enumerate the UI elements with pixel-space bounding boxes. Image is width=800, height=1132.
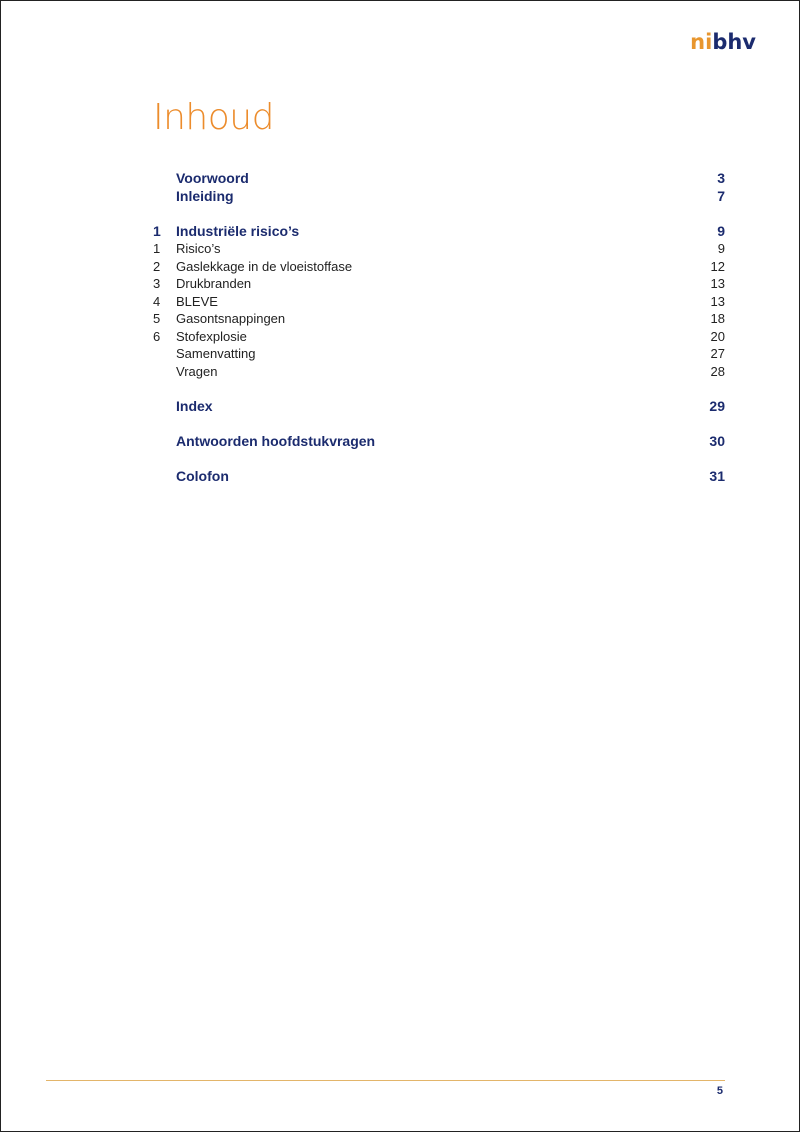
- logo-part-ni: ni: [690, 30, 713, 54]
- logo-part-bhv: bhv: [712, 30, 756, 54]
- toc-entry-number: 5: [153, 311, 161, 326]
- toc-entry[interactable]: [153, 345, 725, 363]
- toc-entry-page: 30: [709, 432, 725, 449]
- toc-entry-label: Industriële risico’s: [176, 222, 300, 239]
- page-title: Inhoud: [153, 97, 274, 138]
- toc-entry-label: Antwoorden hoofdstukvragen: [176, 432, 376, 449]
- toc-entry[interactable]: [153, 293, 725, 311]
- toc-entry-number: 6: [153, 328, 161, 344]
- toc-entry-number: 4: [153, 293, 161, 309]
- toc-entry-label: Samenvatting: [176, 346, 256, 361]
- toc-entry[interactable]: [153, 468, 725, 486]
- toc-entry[interactable]: [153, 328, 725, 346]
- toc-entry-number: 2: [153, 258, 161, 274]
- toc-entry[interactable]: [153, 398, 725, 416]
- toc-entry-page: 9: [717, 241, 725, 256]
- toc-entry-label: Gasontsnappingen: [176, 311, 286, 326]
- toc-entry-label: Voorwoord: [176, 170, 249, 186]
- toc-entry-page: 12: [710, 258, 725, 274]
- toc-entry-label: Drukbranden: [176, 276, 252, 291]
- toc-entry-page: 3: [717, 170, 725, 186]
- toc-entry[interactable]: [153, 363, 725, 381]
- toc-entry-number: 3: [153, 276, 161, 291]
- toc-entry-page: 13: [710, 293, 725, 309]
- toc-entry-page: 9: [717, 222, 725, 239]
- toc-entry[interactable]: [153, 433, 725, 451]
- page-number: 5: [716, 1085, 723, 1097]
- toc-entry[interactable]: [153, 223, 725, 241]
- toc-entry-label: Gaslekkage in de vloeistoffase: [176, 258, 353, 274]
- toc-entry[interactable]: [153, 258, 725, 276]
- toc-entry-page: 27: [710, 346, 725, 361]
- toc-entry-page: 13: [710, 276, 725, 291]
- toc-entry[interactable]: [153, 170, 725, 188]
- toc-entry[interactable]: [153, 310, 725, 328]
- toc-entry-label: Colofon: [176, 467, 229, 484]
- toc-entry-number: 1: [153, 241, 161, 256]
- toc-entry-page: 31: [709, 467, 725, 484]
- toc-entry[interactable]: [153, 188, 725, 206]
- toc-entry-label: Vragen: [176, 363, 218, 379]
- toc-entry[interactable]: [153, 240, 725, 258]
- toc-entry-label: BLEVE: [176, 293, 218, 309]
- table-of-contents: [153, 170, 725, 485]
- toc-entry[interactable]: [153, 275, 725, 293]
- toc-entry-number: 1: [153, 222, 161, 239]
- nibhv-logo: [690, 32, 756, 53]
- toc-entry-page: 29: [709, 397, 725, 414]
- toc-entry-page: 7: [717, 187, 725, 204]
- toc-entry-label: Risico’s: [176, 241, 221, 256]
- footer-divider: [46, 1080, 725, 1081]
- toc-entry-label: Index: [176, 397, 213, 414]
- toc-entry-label: Inleiding: [176, 187, 234, 204]
- toc-entry-page: 18: [710, 311, 725, 326]
- toc-entry-label: Stofexplosie: [176, 328, 247, 344]
- toc-entry-page: 20: [710, 328, 725, 344]
- toc-entry-page: 28: [710, 363, 725, 379]
